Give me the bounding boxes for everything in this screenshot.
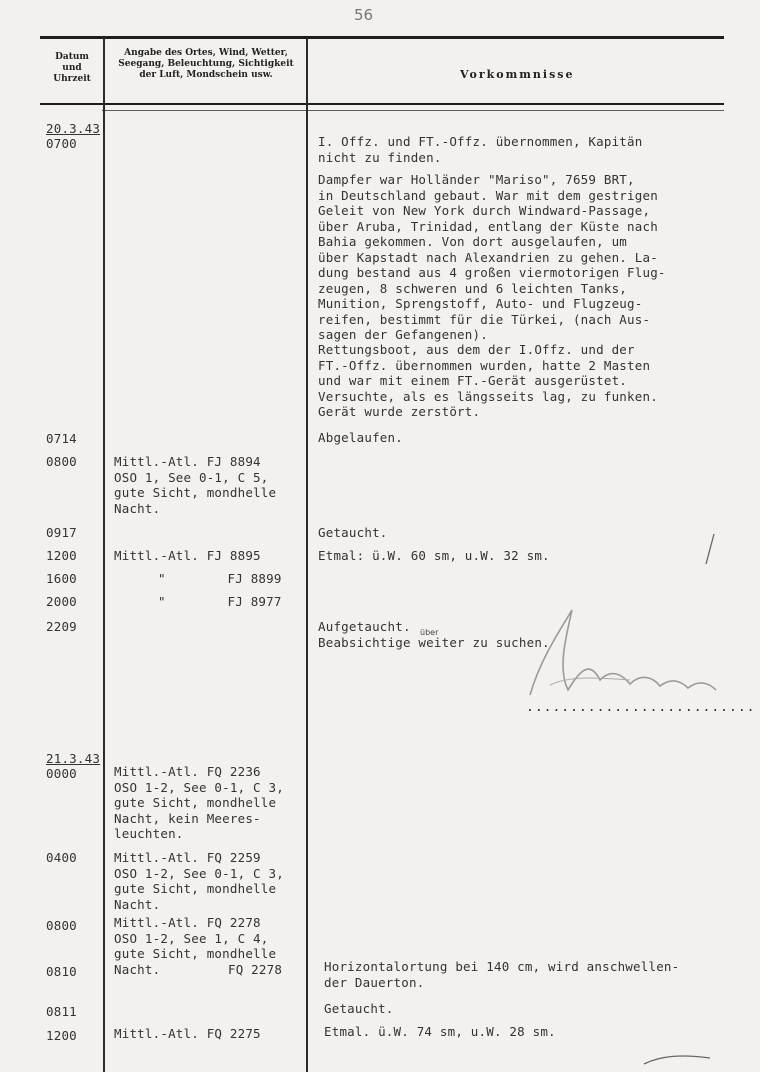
pencil-mark <box>700 530 720 570</box>
entry-text: Horizontalortung bei 140 cm, wird anschwellen- der Dauerton. <box>324 959 680 990</box>
table-top-rule <box>40 36 724 39</box>
header-subrule <box>102 110 724 111</box>
entry-time: 0700 <box>46 136 77 151</box>
header-location-weather <box>106 48 306 81</box>
entry-location: Mittl.-Atl. FQ 2259 OSO 1-2, See 0-1, C 3, gute Sicht, mondhelle Nacht. <box>114 850 284 912</box>
entry-text: Getaucht. <box>318 525 388 540</box>
entry-location: Mittl.-Atl. FQ 2236 OSO 1-2, See 0-1, C 3, gute Sicht, mondhelle Nacht, kein Meeres- leuchten. <box>114 764 284 841</box>
entry-location: " FJ 8977 <box>158 594 282 609</box>
entry-text: Etmal: ü.W. 60 sm, u.W. 32 sm. <box>318 548 550 563</box>
entry-time: 1600 <box>46 571 77 586</box>
header-loc-line1: Angabe des Ortes, Wind, Wetter, <box>124 48 288 58</box>
entry-location: FQ 2278 <box>228 962 283 977</box>
entry-time: 2000 <box>46 594 77 609</box>
entry-time: 2209 <box>46 619 77 634</box>
entry-text: Rettungsboot, aus dem der I.Offz. und der FT.-Offz. übernommen wurden, hatte 2 Masten und war mit einem FT.-Gerät ausgerüstet. Versuchte, als es längsseits lag, zu funken. Gerät wurde zerstört. <box>318 342 658 419</box>
header-date-label: Datum <box>55 52 89 62</box>
entry-time: 0917 <box>46 525 77 540</box>
entry-location: Mittl.-Atl. FQ 2278 OSO 1-2, See 1, C 4, gute Sicht, mondhelle Nacht. <box>114 915 277 977</box>
handwritten-correction: über <box>420 628 439 637</box>
entry-text: I. Offz. und FT.-Offz. übernommen, Kapitän nicht zu finden. <box>318 134 643 165</box>
entry-time: 0800 <box>46 918 77 933</box>
entry-time: 1200 <box>46 548 77 563</box>
header-and-label: und <box>62 63 82 73</box>
entry-location: Mittl.-Atl. FQ 2275 <box>114 1026 261 1041</box>
signature-line: .......................... <box>526 700 756 715</box>
entry-location: Mittl.-Atl. FJ 8894 OSO 1, See 0-1, C 5, gute Sicht, mondhelle Nacht. <box>114 454 277 516</box>
header-loc-line2: Seegang, Beleuchtung, Sichtigkeit <box>118 59 294 69</box>
entry-text: Abgelaufen. <box>318 430 403 445</box>
pencil-mark <box>640 1046 720 1070</box>
header-time-label: Uhrzeit <box>53 74 91 84</box>
entry-time: 0714 <box>46 431 77 446</box>
column-divider-1 <box>103 38 105 1072</box>
entry-time: 0800 <box>46 454 77 469</box>
header-loc-line3: der Luft, Mondschein usw. <box>139 70 273 80</box>
entry-time: 0810 <box>46 964 77 979</box>
entry-text: Aufgetaucht. Beabsichtige weiter zu suchen. <box>318 619 550 650</box>
page-number: 56 <box>354 6 374 24</box>
header-occurrences: Vorkommnisse <box>460 68 575 81</box>
signature-scribble <box>510 600 730 710</box>
entry-text: Etmal. ü.W. 74 sm, u.W. 28 sm. <box>324 1024 556 1039</box>
entry-time: 0400 <box>46 850 77 865</box>
entry-text: Dampfer war Holländer "Mariso", 7659 BRT, in Deutschland gebaut. War mit dem gestrigen Geleit von New York durch Windward-Passage, über Aruba, Trinidad, entlang der Küste nach Bahia gekommen. Von dort ausgelaufen, um über Kapstadt nach Alexandrien zu gehen. La- dung bestand aus 4 großen viermotorigen Flug- zeugen, 8 schweren und 6 leichten Tanks, Munition, Sprengstoff, Auto- und Flugzeug- reifen, bestimmt für die Türkei, (nach Aus- sagen der Gefangenen). <box>318 172 666 342</box>
entry-time: 0811 <box>46 1004 77 1019</box>
entry-text: Getaucht. <box>324 1001 394 1016</box>
column-divider-2 <box>306 38 308 1072</box>
entry-time: 0000 <box>46 766 77 781</box>
entry-location: " FJ 8899 <box>158 571 282 586</box>
entry-date: 21.3.43 <box>46 751 101 766</box>
entry-time: 1200 <box>46 1028 77 1043</box>
header-bottom-rule <box>40 103 724 105</box>
entry-date: 20.3.43 <box>46 121 101 136</box>
header-date-time <box>42 52 102 85</box>
entry-location: Mittl.-Atl. FJ 8895 <box>114 548 261 563</box>
